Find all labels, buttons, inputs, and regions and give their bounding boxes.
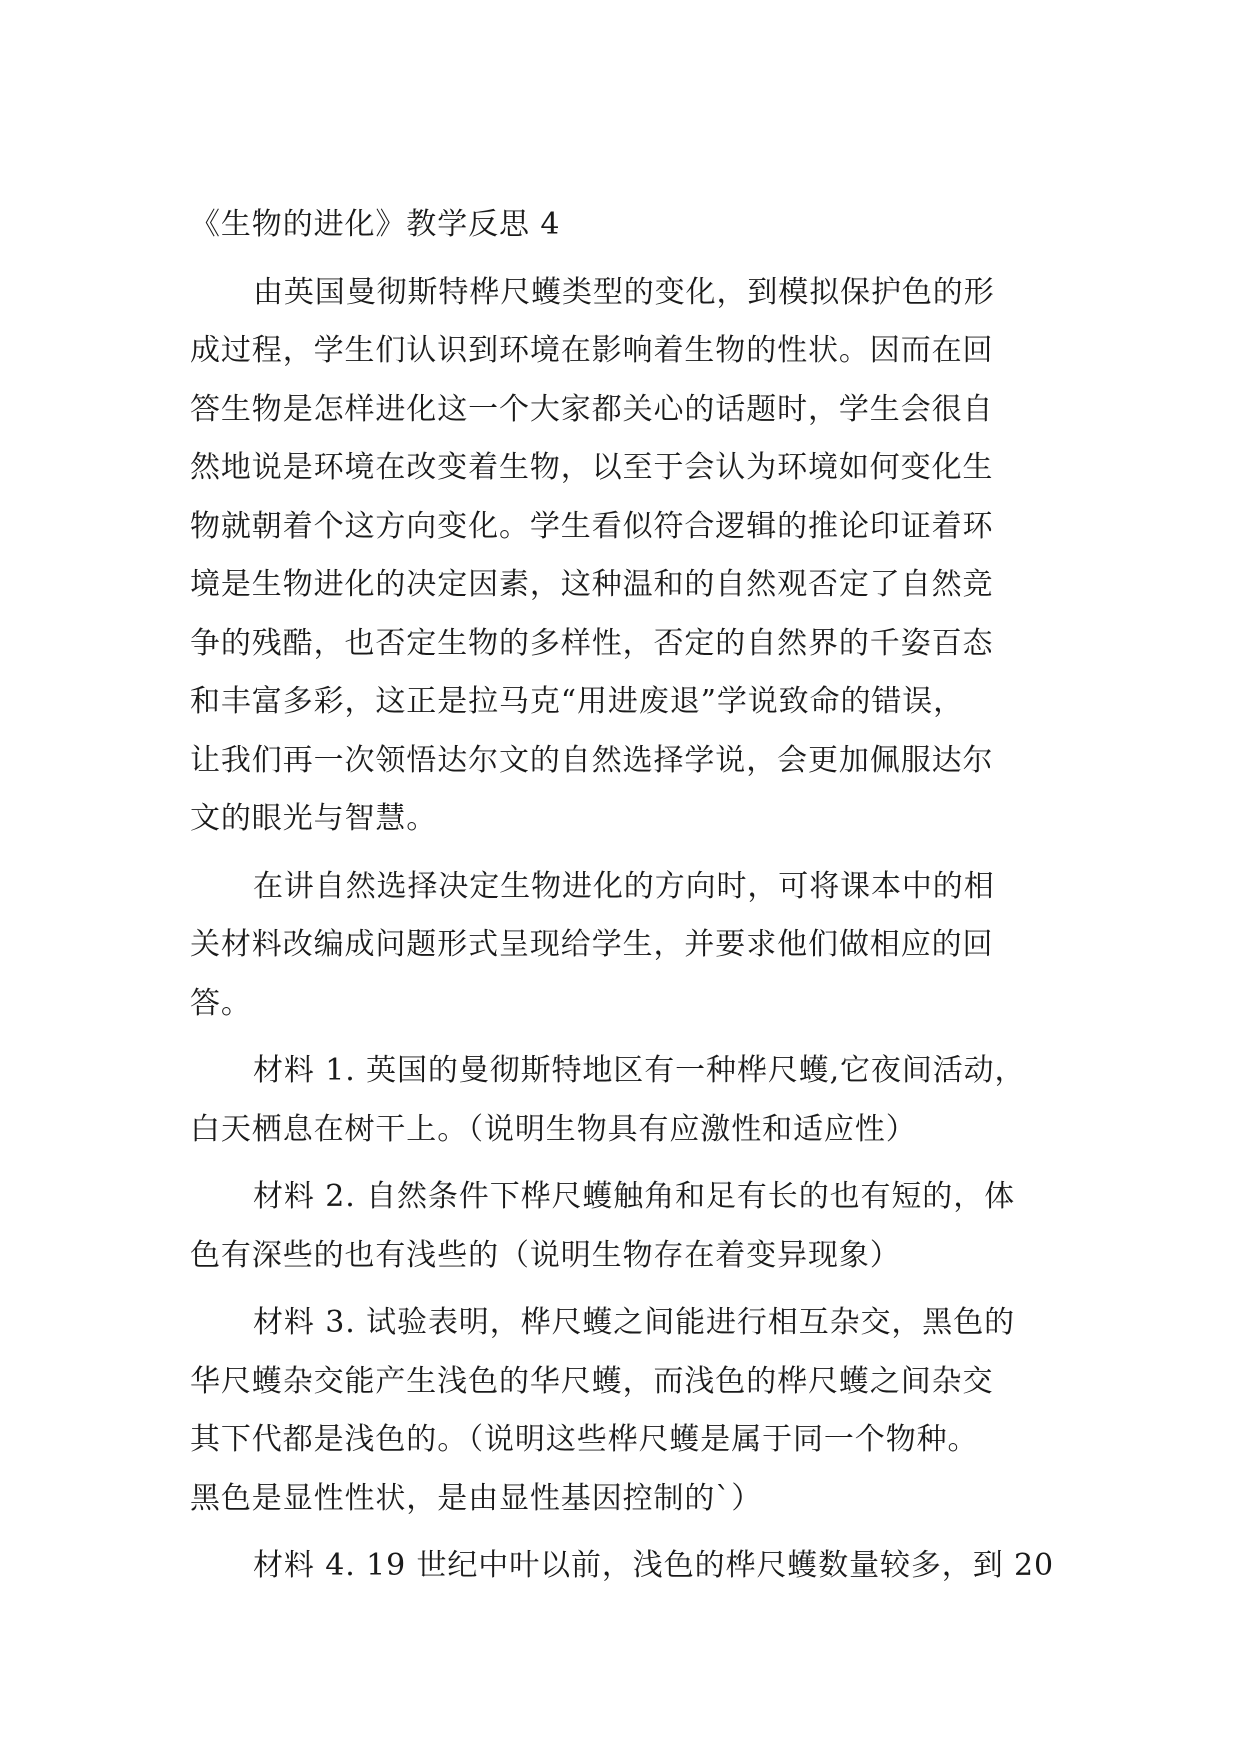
paragraph-material-2 (190, 1168, 1060, 1285)
paragraph-line: 白天栖息在树干上。（说明生物具有应激性和适应性） (190, 1111, 917, 1147)
paragraph-line: 材料 2. 自然条件下桦尺蠖触角和足有长的也有短的，体 (253, 1179, 1015, 1214)
paragraph-material-1 (190, 1042, 1060, 1159)
document-body (190, 196, 1060, 1596)
paragraph-line: 其下代都是浅色的。（说明这些桦尺蠖是属于同一个物种。 (190, 1422, 979, 1457)
paragraph-line: 成过程，学生们认识到环境在影响着生物的性状。因而在回 (190, 333, 994, 368)
paragraph-2 (190, 858, 1060, 1034)
paragraph-1 (190, 264, 1060, 849)
paragraph-line: 华尺蠖杂交能产生浅色的华尺蠖，而浅色的桦尺蠖之间杂交 (190, 1363, 994, 1399)
paragraph-line: 和丰富多彩，这正是拉马克“用进废退”学说致命的错误， (190, 684, 965, 719)
paragraph-line: 色有深些的也有浅些的（说明生物存在着变异现象） (190, 1237, 901, 1273)
paragraph-line: 黑色是显性性状，是由显性基因控制的`） (190, 1480, 763, 1516)
document-title: 《生物的进化》教学反思 4 (190, 207, 561, 242)
paragraph-line: 答。 (190, 985, 252, 1021)
paragraph-line: 物就朝着个这方向变化。学生看似符合逻辑的推论印证着环 (190, 508, 994, 544)
paragraph-line: 材料 1. 英国的曼彻斯特地区有一种桦尺蠖,它夜间活动， (253, 1053, 1026, 1088)
paragraph-line: 文的眼光与智慧。 (190, 801, 438, 836)
paragraph-line: 关材料改编成问题形式呈现给学生，并要求他们做相应的回 (190, 927, 994, 962)
paragraph-line: 境是生物进化的决定因素，这种温和的自然观否定了自然竞 (190, 567, 994, 602)
paragraph-line: 材料 4. 19 世纪中叶以前，浅色的桦尺蠖数量较多，到 20 (253, 1548, 1055, 1583)
paragraph-line: 由英国曼彻斯特桦尺蠖类型的变化，到模拟保护色的形 (253, 274, 995, 310)
paragraph-line: 在讲自然选择决定生物进化的方向时，可将课本中的相 (253, 868, 995, 904)
paragraph-line: 让我们再一次领悟达尔文的自然选择学说，会更加佩服达尔 (190, 742, 994, 778)
paragraph-line: 答生物是怎样进化这一个大家都关心的话题时，学生会很自 (190, 391, 994, 427)
paragraph-material-3 (190, 1294, 1060, 1528)
paragraph-line: 争的残酷，也否定生物的多样性，否定的自然界的千姿百态 (190, 625, 994, 661)
paragraph-line: 然地说是环境在改变着生物，以至于会认为环境如何变化生 (190, 450, 994, 485)
paragraph-line: 材料 3. 试验表明，桦尺蠖之间能进行相互杂交，黑色的 (253, 1305, 1015, 1340)
paragraph-material-4 (190, 1537, 1060, 1596)
